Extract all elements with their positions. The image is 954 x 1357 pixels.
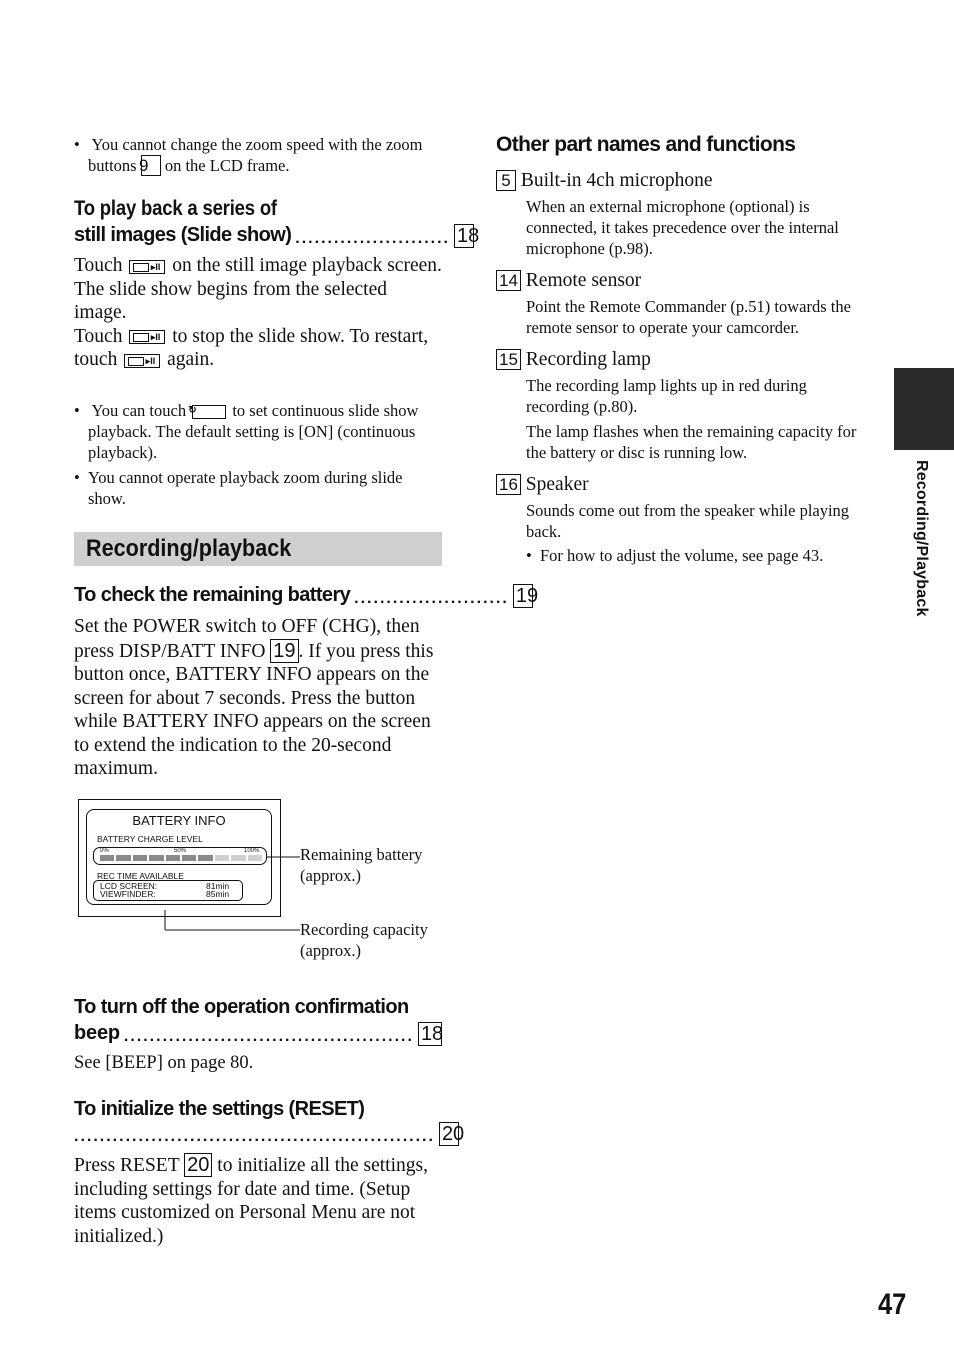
text: Press RESET [74,1155,180,1176]
pct-100: 100% [244,848,260,854]
item-body: The recording lamp lights up in red during recording (p.80). [526,376,807,416]
beep-heading-line2: beep [74,1022,120,1044]
callout-lines [160,840,300,935]
item-bullet [496,545,868,566]
leader-dots: ........................ [354,590,509,607]
ref-number: 20 [184,1153,212,1177]
zoom-note-text-end: on the LCD frame. [164,156,290,175]
item-speaker [496,473,868,566]
ref-number: 14 [496,270,521,291]
charge-label: BATTERY CHARGE LEVEL [97,834,203,844]
slideshow-para-3 [74,325,444,372]
item-body: When an external microphone (optional) is connected, it takes precedence over the internal microphone (p.98). [526,197,839,258]
ref-number: 19 [270,639,298,663]
lcd-label: LCD SCREEN: [100,881,158,891]
note-zoom: • You cannot operate playback zoom during slide show. [74,467,444,509]
item-title: Recording lamp [525,349,651,370]
screen-title: BATTERY INFO [132,813,226,828]
ref-number: 9 [141,155,161,176]
zoom-note-text: You cannot change the zoom speed with the zoom buttons [88,135,423,175]
text: You can touch [91,401,187,420]
rec-time-label: REC TIME AVAILABLE [97,871,184,881]
slideshow-button-icon: ▸II [129,330,165,344]
text: on the still image playback screen. [172,255,442,276]
note-continuous [74,400,444,463]
ref-number: 5 [496,170,516,191]
ref-number: 20 [439,1122,459,1146]
charge-segment [116,855,130,861]
section-header [74,532,442,566]
ref-number: 18 [418,1022,442,1046]
ref-number: 16 [496,474,521,495]
item-title: Speaker [525,474,589,495]
text: Set the POWER switch to OFF (CHG), then press DISP/BATT INFO [74,616,420,662]
ref-number: 19 [513,584,533,608]
chapter-tab-label: Recording/Playback [913,460,930,617]
vf-value: 85min [206,889,230,899]
slideshow-heading-line1: To play back a series of [74,197,277,220]
slideshow-heading [74,196,480,248]
text: to initialize all the settings, including settings for date and time. (Setup items customized on Personal Menu are not initialized.) [74,1155,428,1247]
battery-body [74,615,444,781]
slideshow-button-icon: ▸II [124,354,160,368]
slideshow-body [74,254,444,372]
ref-number: 15 [496,349,521,370]
text: to stop the slide show. To restart, touch [74,325,429,370]
callout-battery: Remaining battery (approx.) [300,845,423,885]
item-body-2: The lamp flashes when the remaining capacity for the battery or disc is running low. [526,422,857,462]
beep-heading [74,994,442,1046]
beep-heading-line1: To turn off the operation confirmation [74,996,409,1018]
item-title: Built-in 4ch microphone [520,170,713,191]
reset-body [74,1153,444,1248]
text: again. [167,349,215,370]
item-remote-sensor [496,269,868,338]
other-parts-heading: Other part names and functions [496,133,796,156]
slideshow-notes [74,400,444,509]
volume-note: • For how to adjust the volume, see page 43. [526,546,823,565]
leader-dots: ........................................................ [74,1128,435,1145]
slideshow-para-1 [74,254,444,278]
reset-heading-text: To initialize the settings (RESET) [74,1098,365,1120]
pct-0: 0% [100,848,109,854]
charge-segment [133,855,147,861]
item-title: Remote sensor [525,270,642,291]
text: . If you press this button once, BATTERY INFO appears on the screen for about 7 seconds. Press the button while BATTERY INFO appears on the screen to extend the indication to the 20-second maximum. [74,640,434,779]
text: to set continuous slide show playback. The default setting is [ON] (continuous playback). [88,401,419,462]
item-microphone [496,169,868,259]
text: Touch [74,255,123,276]
lcd-value: 81min [206,881,230,891]
leader-dots: ........................ [295,230,450,247]
slideshow-para-2: The slide show begins from the selected image. [74,278,387,323]
vf-label: VIEWFINDER: [100,889,156,899]
page-number: 47 [878,1288,907,1321]
text: Touch [74,325,123,347]
zoom-note [74,134,458,176]
beep-body: See [BEEP] on page 80. [74,1053,254,1073]
chapter-tab-marker [894,368,954,450]
battery-heading-text: To check the remaining battery [74,584,351,606]
leader-dots: ............................................. [123,1028,414,1045]
slideshow-button-icon: ▸II [129,260,165,274]
item-body: Sounds come out from the speaker while playing back. [526,501,850,541]
section-title: Recording/playback [86,535,292,562]
reset-heading [74,1096,465,1146]
battery-heading [74,582,539,608]
slideshow-heading-line2: still images (Slide show) [74,224,292,246]
item-body: Point the Remote Commander (p.51) towards the remote sensor to operate your camcorder. [526,297,851,337]
ref-number: 18 [454,224,474,248]
callout-capacity: Recording capacity (approx.) [300,920,428,960]
charge-segment [100,855,114,861]
item-recording-lamp [496,348,868,463]
pct-50: 50% [174,848,187,854]
repeat-icon: ↻ [192,405,226,419]
